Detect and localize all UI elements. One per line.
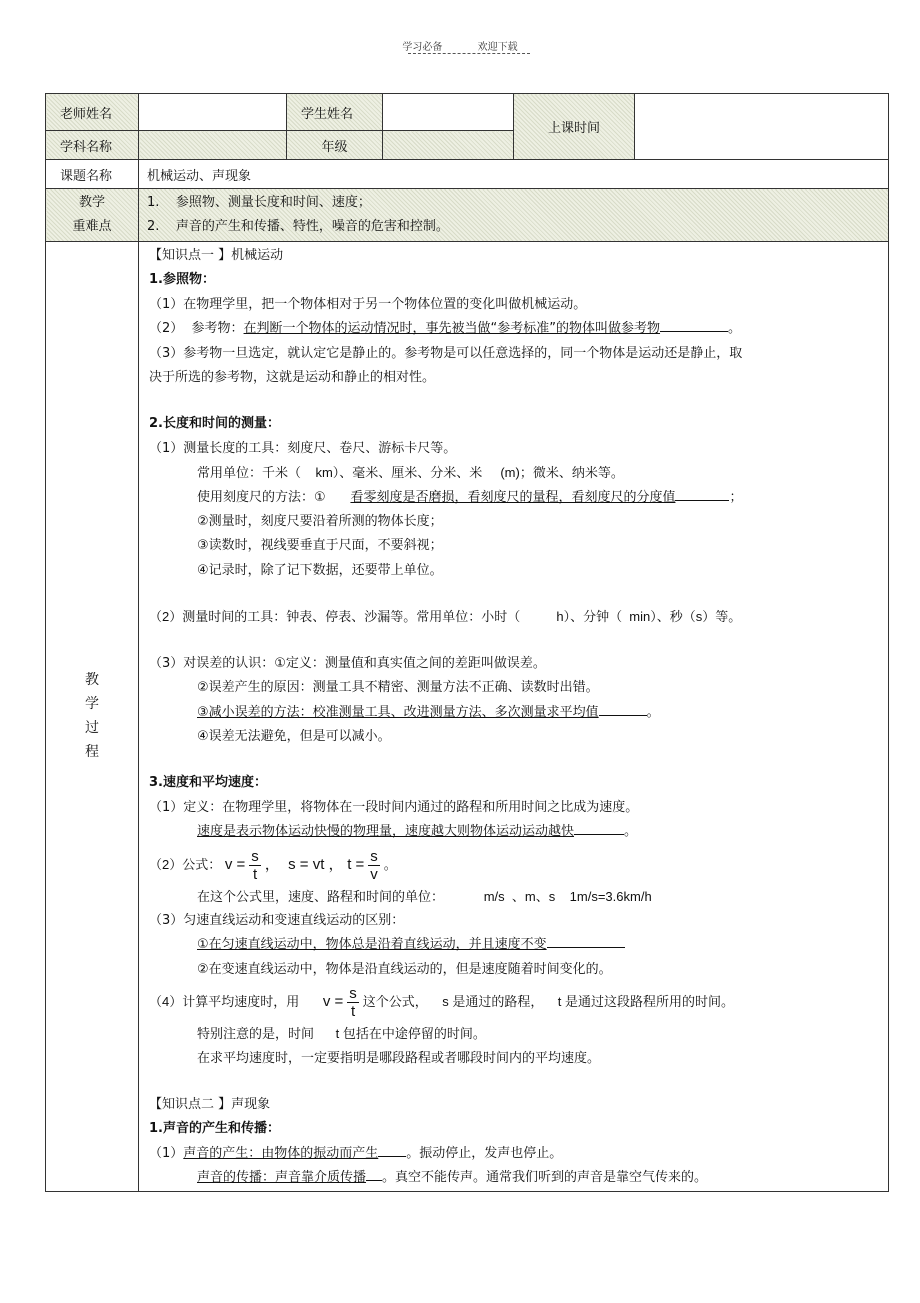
key-label-line1: 教学 xyxy=(78,195,105,210)
key-points-label xyxy=(46,189,139,242)
process-char: 学 xyxy=(85,696,99,713)
teacher-field[interactable] xyxy=(139,94,287,131)
s2-p2: （2）测量时间的工具：钟表、停表、沙漏等。常用单位：小时（ h）、分钟（ min）、秒（s）等。 xyxy=(149,609,742,625)
k2-p1-pre: （1） xyxy=(149,1145,184,1161)
s1-p2-pre: （2） 参考物： xyxy=(149,321,244,337)
s3-units: 在这个公式里，速度、路程和时间的单位： m/s 、m、s 1m/s=3.6km/h xyxy=(197,888,652,904)
fraction-s-over-t-2 xyxy=(347,985,359,1020)
s1-p1: （1）在物理学里，把一个物体相对于另一个物体位置的变化叫做机械运动。 xyxy=(149,296,587,312)
s3-title: 3.速度和平均速度： xyxy=(149,775,267,791)
process-label xyxy=(46,242,139,1192)
s3-p1b-post: 。 xyxy=(624,824,638,840)
s2-e3-post: 。 xyxy=(646,704,660,720)
s2-units: 常用单位：千米（ km）、毫米、厘米、分米、米 (m)；微米、纳米等。 xyxy=(197,465,624,481)
process-char: 教 xyxy=(85,672,99,689)
subject-field[interactable] xyxy=(139,131,287,160)
s3-f1-lhs: v = xyxy=(224,855,246,873)
key-point-item: 1. 参照物、测量长度和时间、速度； xyxy=(147,195,371,210)
average-speed-line xyxy=(149,982,888,1022)
fraction-s-over-v xyxy=(368,848,380,883)
s3-f-pre: （2）公式： xyxy=(149,856,222,872)
s3-note2: 在求平均速度时，一定要指明是哪段路程或者哪段时间内的平均速度。 xyxy=(197,1050,601,1066)
time-field[interactable] xyxy=(635,94,889,160)
teacher-label: 老师姓名 xyxy=(46,94,139,131)
frac-num: s xyxy=(370,847,378,865)
s2-e4: ④误差无法避免，但是可以减小。 xyxy=(197,728,391,744)
header-right: 欢迎下载 xyxy=(477,42,518,53)
s3-u1-underlined: ①在匀速直线运动中，物体总是沿着直线运动，并且速度不变 xyxy=(197,937,547,953)
s3-f-post: 。 xyxy=(383,856,397,872)
s2-e2: ②误差产生的原因：测量工具不精密、测量方法不正确、读数时出错。 xyxy=(197,680,599,696)
k2-p1-post: 。振动停止，发声也停止。 xyxy=(406,1145,563,1161)
s2-method-underlined: 看零刻度是否磨损，看刻度尺的量程，看刻度尺的分度值 xyxy=(350,489,676,505)
fraction-s-over-t xyxy=(249,848,261,883)
s2-title: 2.长度和时间的测量： xyxy=(149,416,280,432)
grade-label: 年级 xyxy=(287,131,383,160)
key-points xyxy=(139,189,889,242)
time-label: 上课时间 xyxy=(514,94,635,160)
s1-p2-post: 。 xyxy=(728,321,742,337)
kp1-title: 【知识点一 】机械运动 xyxy=(149,248,284,263)
s3-p4-post: 这个公式， s 是通过的路程， t 是通过这段路程所用的时间。 xyxy=(362,994,735,1010)
k2-p1-underlined: 声音的产生：由物体的振动而产生 xyxy=(183,1145,379,1161)
lesson-plan-table xyxy=(45,93,889,1192)
frac-den: t xyxy=(252,865,258,883)
process-char: 程 xyxy=(85,744,99,761)
key-label-line2: 重难点 xyxy=(72,219,112,234)
s3-p4-lhs: v = xyxy=(322,993,344,1011)
s3-f2: ， s = vt ， xyxy=(264,855,344,873)
s1-p3b: 决于所选的参考物，这就是运动和静止的相对性。 xyxy=(149,370,436,386)
kp2-title: 【知识点二 】声现象 xyxy=(149,1096,271,1112)
subject-label: 学科名称 xyxy=(46,131,139,160)
content-body xyxy=(139,242,888,1191)
process-content xyxy=(139,242,889,1192)
frac-den: v xyxy=(370,865,378,883)
s1-p2-underlined: 在判断一个物体的运动情况时，事先被当做“参考标准”的物体叫做参考物 xyxy=(243,321,661,337)
s3-f3-lhs: t = xyxy=(347,855,365,873)
frac-num: s xyxy=(349,985,357,1003)
frac-num: s xyxy=(251,847,259,865)
s2-m2: ②测量时，刻度尺要沿着所测的物体长度； xyxy=(197,514,443,530)
s3-p1b-underlined: 速度是表示物体运动快慢的物理量，速度越大则物体运动运动越快 xyxy=(197,824,575,840)
s2-method-post: ； xyxy=(729,489,743,505)
s2-p1: （1）测量长度的工具：刻度尺、卷尺、游标卡尺等。 xyxy=(149,440,457,456)
s3-note1: 特别注意的是，时间 t 包括在中途停留的时间。 xyxy=(197,1026,486,1042)
header-divider xyxy=(408,53,530,54)
student-field[interactable] xyxy=(383,94,514,131)
s3-p1: （1）定义：在物理学里，将物体在一段时间内通过的路程和所用时间之比成为速度。 xyxy=(149,799,639,815)
topic-label: 课题名称 xyxy=(46,160,139,189)
topic-value: 机械运动、声现象 xyxy=(139,160,889,189)
header-left: 学习必备 xyxy=(402,42,443,53)
s2-m3: ③读数时，视线要垂直于尺面，不要斜视； xyxy=(197,538,443,554)
frac-den: t xyxy=(350,1003,356,1021)
s1-title: 1.参照物： xyxy=(149,272,215,288)
student-label: 学生姓名 xyxy=(287,94,383,131)
speed-formula xyxy=(149,845,888,885)
k2-p2-post: 。真空不能传声。通常我们听到的声音是靠空气传来的。 xyxy=(382,1170,708,1186)
s2-p3: （3）对误差的认识：①定义：测量值和真实值之间的差距叫做误差。 xyxy=(149,655,546,671)
page-header xyxy=(0,38,920,53)
k2-s1-title: 1.声音的产生和传播： xyxy=(149,1121,280,1137)
k2-p2-underlined: 声音的传播：声音靠介质传播 xyxy=(197,1170,367,1186)
key-point-item: 2. 声音的产生和传播、特性，噪音的危害和控制。 xyxy=(147,219,449,234)
s1-p3a: （3）参考物一旦选定，就认定它是静止的。参考物是可以任意选择的，同一个物体是运动还是静止，取 xyxy=(149,345,743,361)
s3-p4-pre: （4）计算平均速度时，用 xyxy=(149,994,300,1010)
s2-m4: ④记录时，除了记下数据，还要带上单位。 xyxy=(197,562,443,578)
s3-p3: （3）匀速直线运动和变速直线运动的区别： xyxy=(149,912,405,928)
s2-e3-underlined: ③减小误差的方法：校准测量工具、改进测量方法、多次测量求平均值 xyxy=(197,704,599,720)
s2-method-pre: 使用刻度尺的方法：① xyxy=(197,489,351,505)
grade-field[interactable] xyxy=(383,131,514,160)
s3-u2: ②在变速直线运动中，物体是沿直线运动的，但是速度随着时间变化的。 xyxy=(197,961,612,977)
process-char: 过 xyxy=(85,720,99,737)
